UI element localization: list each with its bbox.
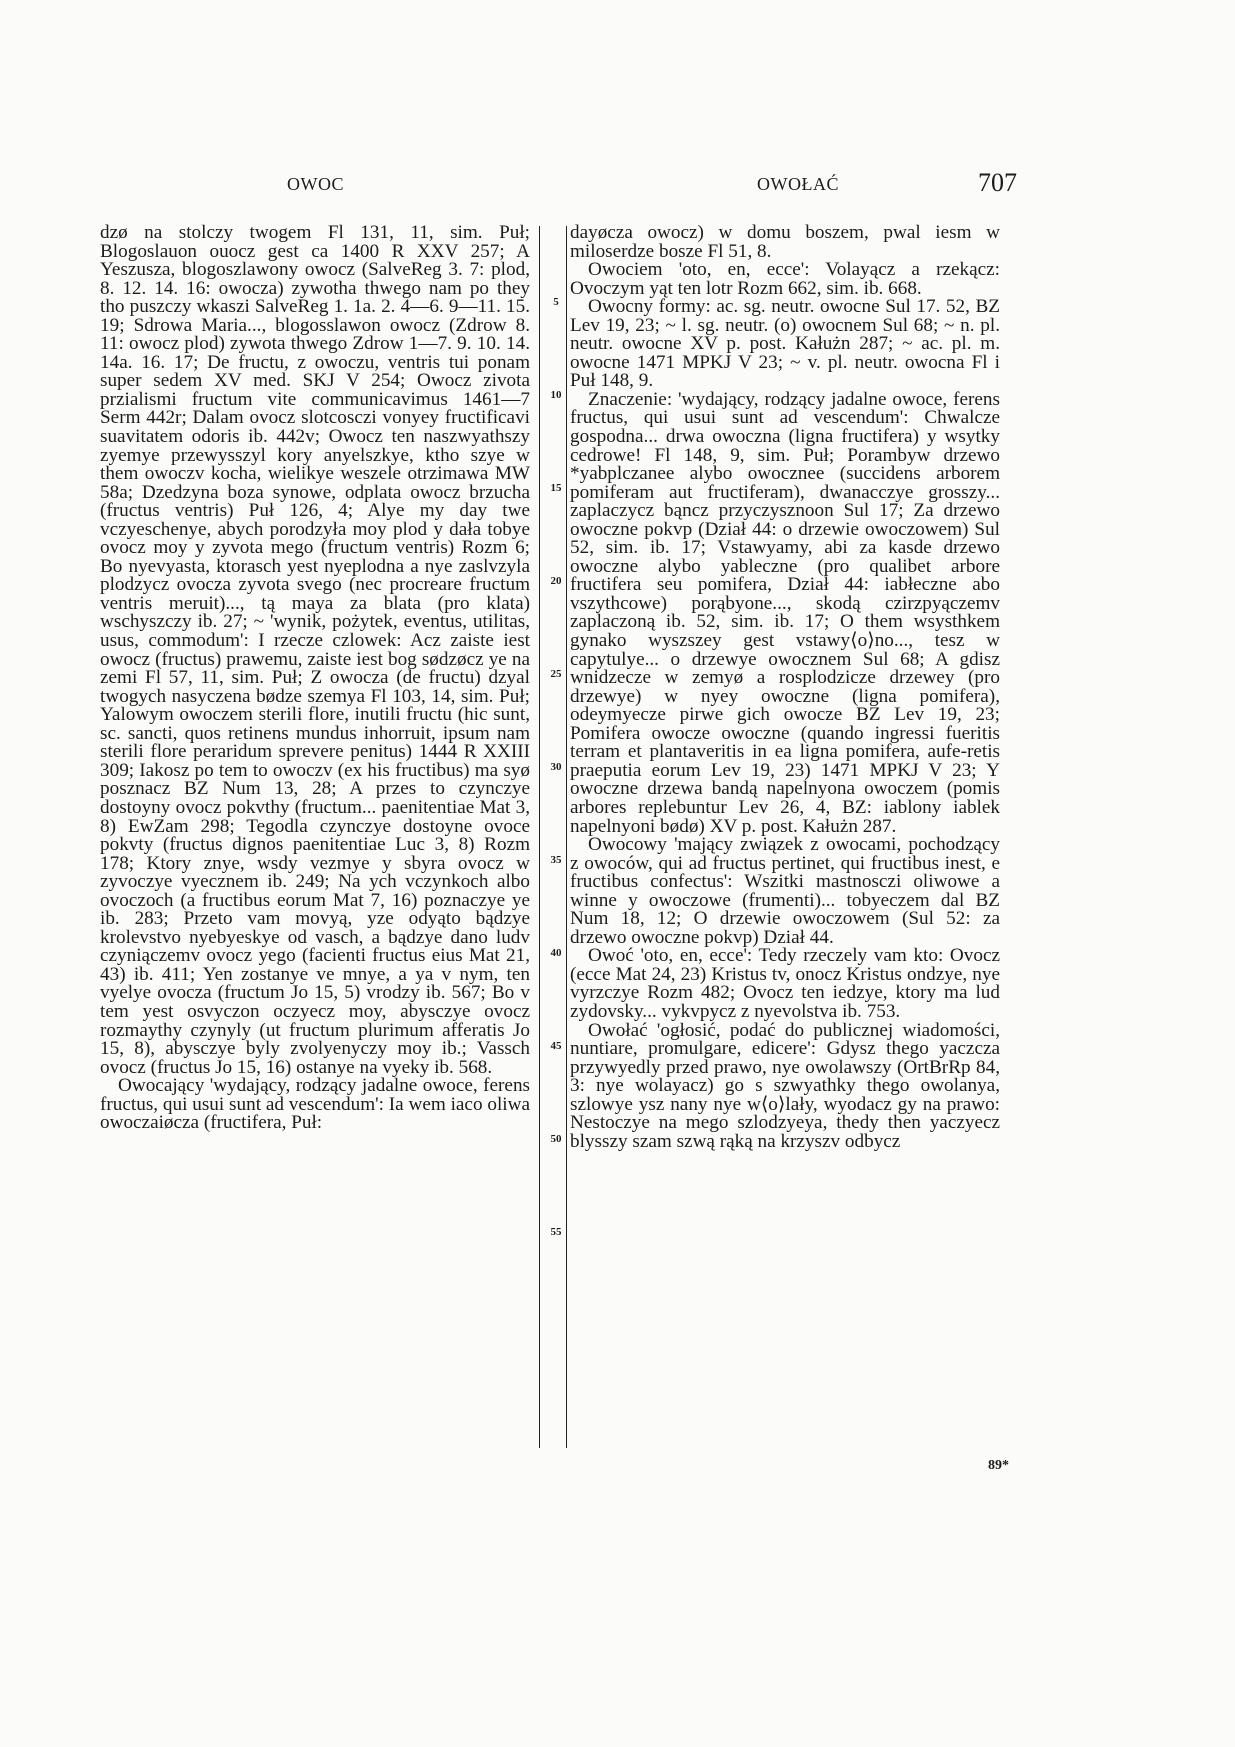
entry-owociem: Owociem 'oto, en, ecce': Volayącz a rzekącz: Ovoczym yąt ten lotr Rozm 662, sim. ib. 668. [570, 259, 1000, 299]
right-paragraph: dayøcza owocz) w domu boszem, pwal iesm w miloserdze bosze Fl 51, 8. [570, 222, 1000, 262]
left-column [100, 224, 530, 1133]
entry-owocowy: Owocowy 'mający związek z owocami, pochodzący z owoców, qui ad fructus pertinet, qui fructibus inest, e fructibus confectus': Wszitki mastnosczi oliwowe a winne y owoczowe (frumenti)... tobyeczem dal BZ Num 18, 12; O drzewie owoczowem (Sul 52: za drzewo owoczne pokvp) Dział 44. [570, 834, 1000, 948]
line-number: 40 [550, 947, 562, 959]
entry-owoc: Owoć 'oto, en, ecce': Tedy rzeczely vam kto: Ovocz (ecce Mat 24, 23) Kristus tv, onocz Kristus ondzye, nye vyrzczye Rozm 482; Ovocz ten iedzye, ktory ma lud zydovsky... vykvpycz z nyevolstva ib. 753. [570, 945, 1000, 1022]
line-number: 45 [550, 1040, 562, 1052]
page-number: 707 [978, 168, 1017, 197]
line-number: 35 [550, 854, 562, 866]
line-number: 15 [550, 482, 562, 494]
running-header [0, 168, 1235, 208]
line-number: 5 [553, 296, 559, 308]
line-number: 25 [550, 668, 562, 680]
header-center-word: OWOŁAĆ [757, 174, 839, 194]
column-divider-right [566, 226, 567, 1448]
entry-owocny-meaning: Znaczenie: 'wydający, rodzący jadalne owoce, ferens fructus, qui usui sunt ad vescendum': Chwalcze gospodna... drwa owoczna (ligna fructifera) y wsytky cedrowe! Fl 148, 9, sim. Puł; Porambyw drzewo *yabplczanee alybo owocznee (succidens arborem pomiferam aut fructiferam), dwanacczye grosszy... zaplaczycz bąncz przyczysznoon Sul 17; Za drzewo owoczne pokvp (Dział 44: o drzewie owoczowem) Sul 52, sim. ib. 17; Vstawyamy, abi za kasde drzewo owoczne alybo yableczne (pro qualibet arbore fructifera seu pomifera, Dział 44: iabłeczne abo vszythcowe) porąbyone..., skodą czirzpyączemv zaplaczoną ib. 52, sim. ib. 17; O them wsysthkem gynako wyszszey gest vstawy⟨o⟩no..., tesz w capytulye... o drzewye owocznem Sul 68; A gdisz wnidzecze w zemyø a rosplodzicze drzewey (pro drzewye) w nyey owoczne (ligna pomifera), odeymyecze pirwe gich owocze BZ Lev 19, 23; Pomifera owocze owoczne (quando ingressi fueritis terram et plantaveritis in ea ligna pomifera, aufe-retis praeputia eorum Lev 19, 23) 1471 MPKJ V 23; Y owoczne drzewa bandą napelnyona owoczem (pomis arbores replebuntur Lev 26, 4, BZ: iablony iablek napelnyoni bødø) XV p. post. Kałużn 287. [570, 388, 1000, 837]
entry-owocny-forms: Owocny formy: ac. sg. neutr. owocne Sul 17. 52, BZ Lev 19, 23; ~ l. sg. neutr. (o) owocnem Sul 68; ~ n. pl. neutr. owocne XV p. post. Kałużn 287; ~ ac. pl. m. owocne 1471 MPKJ V 23; ~ v. pl. neutr. owocna Fl i Puł 148, 9. [570, 296, 1000, 392]
entry-owolac: Owołać 'ogłosić, podać do publicznej wiadomości, nuntiare, promulgare, edicere': Gdysz thego yaczcza przywyedly przed prawo, nye owolawszy (OrtBrRp 84, 3: nye wolayacz) go s szwyathky thego owolanya, szlowye ysz nany nye w⟨o⟩lały, wyodacz gy na prawo: Nestoczye na mego szlodzyeya, thedy then yaczyecz blysszy szam szwą rąką na krzyszv odbycz [570, 1019, 1000, 1152]
line-number: 55 [550, 1226, 562, 1238]
header-left-word: OWOC [287, 174, 344, 194]
line-number: 20 [550, 575, 562, 587]
line-number: 30 [550, 761, 562, 773]
left-entry: Owocający 'wydający, rodzący jadalne owoce, ferens fructus, qui usui sunt ad vescendum': Ia wem iaco oliwa owoczaiøcza (fructifera, Puł: [100, 1075, 530, 1134]
signature-mark: 89* [988, 1458, 1009, 1473]
line-number: 50 [550, 1133, 562, 1145]
column-divider-left [539, 226, 540, 1448]
right-column [570, 224, 1000, 1151]
line-number: 10 [550, 389, 562, 401]
left-paragraph: dzø na stolczy twogem Fl 131, 11, sim. Puł; Blogoslauon ouocz gest ca 1400 R XXV 257; A Yeszusza, blogoszlawony owocz (SalveReg 3. 7: plod, 8. 12. 14. 16: owocza) zywotha thwego nam po they tho puszczy wkaszi SalveReg 1. 1a. 2. 4—6. 9—11. 15. 19; Sdrowa Maria..., blogosslawon owocz (Zdrow 8. 11: owocz plod) zywota thwego Zdrow 1—7. 9. 10. 14. 14a. 16. 17; De fructu, z owoczu, ventris tui ponam super sedem XV med. SKJ V 254; Owocz zivota przialismi fructum vite communicavimus 1461—7 Serm 442r; Dalam ovocz slotcosczi vonyey fructificavi suavitatem odoris ib. 442v; Owocz ten naszwyathszy zyemye przewysszyl kory anyelszkye, ktho szye w them owoczv kocha, wielikye weszele otrzimawa MW 58a; Dzedzyna boza synowe, odplata owocz brzucha (fructus ventris) Puł 126, 4; Alye my day twe vczyeschenye, abych porodzyła moy plod y dała tobye ovocz moy y zyvota mego (fructum ventris) Rozm 6; Bo nyevyasta, ktorasch yest nyeplodna a nye zaslvzyla plodzycz ovocza zyvota svego (nec procreare fructum ventris meruit)..., tą maya za blata (pro klata) wschyszczy ib. 27; ~ 'wynik, pożytek, eventus, utilitas, usus, commodum': I rzecze czlowek: Acz zaiste iest owocz (fructus) prawemu, zaiste iest bog sødzøcz ye na zemi Fl 57, 11, sim. Puł; Z owocza (de fructu) dzyal twogych nasyczena bødze szemya Fl 103, 14, sim. Puł; Yalowym owoczem sterili flore, inutili fructu (hic sunt, sc. sancti, quos retinens mundus inhorruit, ipsum nam sterili flore peraridum sprevere penitus) 1444 R XXIII 309; Iakosz po tem to owoczv (ex his fructibus) ma syø posznacz BZ Num 13, 28; A przes to czynczye dostoyny ovocz pokvthy (fructum... paenitentiae Mat 3, 8) EwZam 298; Tegodla czynczye dostoyne ovoce pokvty (fructus dignos paenitentiae Luc 3, 8) Rozm 178; Ktory znye, wsdy vezmye y sbyra ovocz w zyvoczye vyecznem ib. 249; Na ych vczynkoch albo ovoczoch (a fructibus eorum Mat 7, 16) poznaczye ye ib. 283; Przeto vam movyą, yze odyąto bądzye krolevstvo nyebyeskye od vasch, a bądzye dano ludv czyniączemv ovocz yego (facienti fructus eius Mat 21, 43) ib. 411; Yen zostanye ve mnye, a ya v nym, ten vyelye ovocza (fructum Jo 15, 5) vrodzy ib. 567; Bo v tem yest osvyczon oczyecz moy, abysczye ovocz rozmaythy czynyly (ut fructum plurimum afferatis Jo 15, 8), abysczye byly zvolyenyczy moy ib.; Vassch ovocz (fructus Jo 15, 16) ostanye na vyeky ib. 568. [100, 222, 530, 1078]
